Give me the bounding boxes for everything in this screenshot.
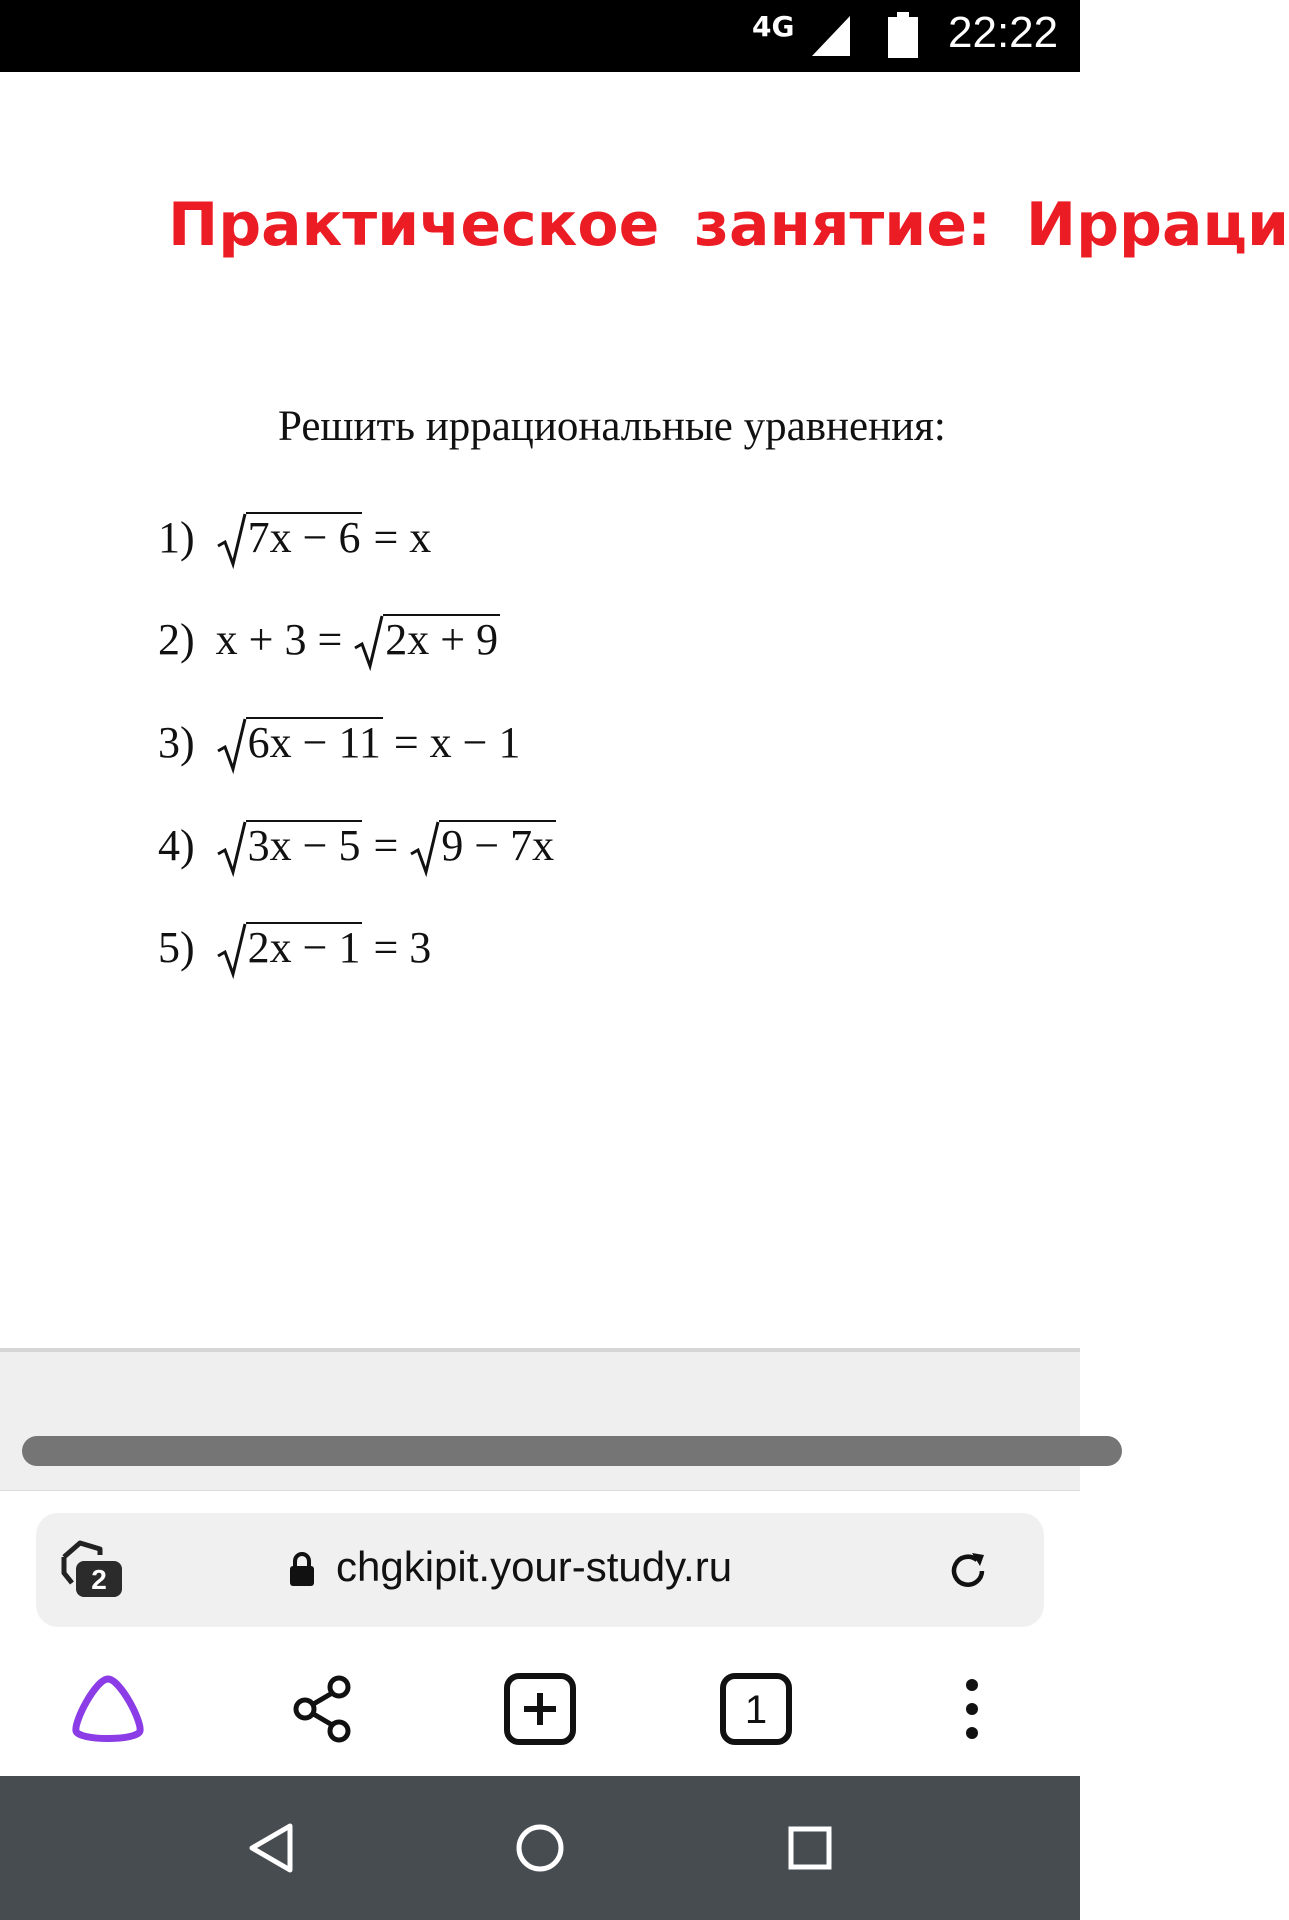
equation-number: 2) — [158, 615, 195, 664]
radical-sign-icon — [353, 614, 383, 668]
equation-number: 3) — [158, 718, 195, 767]
tab-count: 1 — [744, 1688, 768, 1732]
equation-1 — [158, 508, 431, 568]
radical — [353, 610, 500, 670]
browser-toolbar — [0, 1643, 1080, 1777]
radicand: 6x − 11 — [247, 718, 381, 767]
back-icon[interactable] — [244, 1820, 300, 1876]
protect-icon[interactable] — [58, 1537, 132, 1601]
equals-sign: = — [373, 821, 399, 870]
radical — [216, 713, 383, 773]
radical-sign-icon — [216, 512, 246, 566]
equation-left: x + 3 = — [215, 615, 343, 664]
document-title: Практическое занятие: Ирраци — [168, 190, 1289, 260]
alice-icon[interactable] — [68, 1669, 148, 1749]
equation-number: 4) — [158, 821, 195, 870]
address-bar[interactable] — [36, 1513, 1044, 1627]
protect-count: 2 — [91, 1564, 107, 1595]
radical — [216, 918, 363, 978]
horizontal-scroll-area — [0, 1348, 1080, 1490]
radical-sign-icon — [216, 820, 246, 874]
network-type: 4G — [752, 10, 795, 43]
signal-icon — [812, 16, 850, 56]
equation-rest: = x — [373, 513, 432, 562]
equation-number: 1) — [158, 513, 195, 562]
battery-icon — [888, 12, 918, 58]
tabs-counter-icon[interactable] — [716, 1669, 796, 1749]
web-page-content[interactable] — [0, 72, 1289, 1348]
radical — [216, 816, 363, 876]
radicand: 9 − 7x — [441, 821, 555, 870]
radicand: 2x − 1 — [247, 923, 361, 972]
home-icon[interactable] — [512, 1820, 568, 1876]
radical — [409, 816, 556, 876]
radicand: 7x − 6 — [247, 513, 361, 562]
status-bar — [0, 0, 1080, 72]
radicand: 3x − 5 — [247, 821, 361, 870]
share-icon[interactable] — [283, 1669, 363, 1749]
radical — [216, 508, 363, 568]
radical-sign-icon — [409, 820, 439, 874]
url-text[interactable]: chgkipit.your-study.ru — [336, 1543, 733, 1590]
new-tab-icon[interactable] — [500, 1669, 580, 1749]
document-subtitle: Решить иррациональные уравнения: — [278, 403, 946, 450]
clock: 22:22 — [948, 8, 1059, 57]
radicand: 2x + 9 — [385, 615, 499, 664]
radical-sign-icon — [216, 922, 246, 976]
more-icon[interactable] — [932, 1669, 1012, 1749]
radical-sign-icon — [216, 717, 246, 771]
browser-bottom-bar — [0, 1490, 1080, 1776]
equation-rest: = x − 1 — [393, 718, 521, 767]
equation-number: 5) — [158, 923, 195, 972]
lock-icon — [288, 1551, 316, 1587]
recents-icon[interactable] — [782, 1820, 838, 1876]
horizontal-scrollbar[interactable] — [22, 1436, 1122, 1466]
equation-5 — [158, 918, 431, 978]
equation-rest: = 3 — [373, 923, 432, 972]
equation-3 — [158, 713, 520, 773]
equation-4 — [158, 816, 556, 876]
equation-2 — [158, 610, 500, 670]
reload-icon[interactable] — [946, 1549, 990, 1593]
system-navigation-bar — [0, 1776, 1080, 1920]
